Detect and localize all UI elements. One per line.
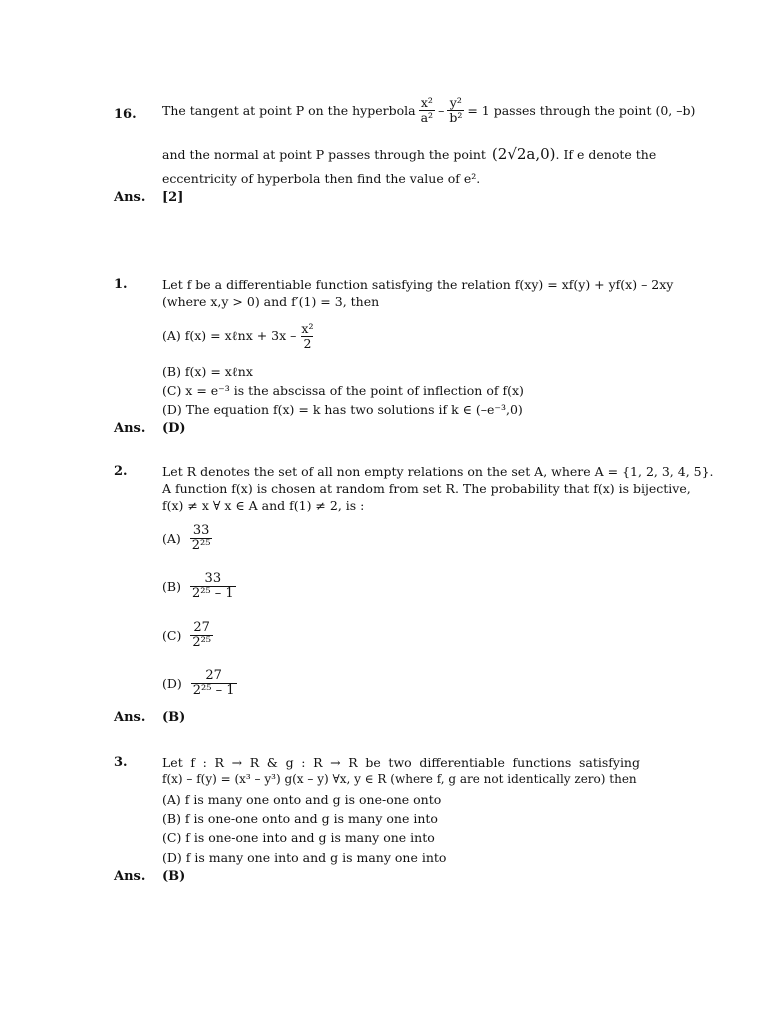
numerator: 33 [192, 523, 210, 538]
question-text-part: = 1 passes through the point (0, –b) [467, 102, 696, 118]
option-c: (C) f is one-one into and g is many one into [162, 830, 435, 845]
denominator: a² [420, 109, 434, 125]
question-text: Let f be a differentiable function satisfying the relation f(xy) = xf(y) + yf(x) – 2xy [162, 277, 674, 292]
option-d [162, 669, 240, 699]
option-d: (D) The equation f(x) = k has two solutions if k ∈ (–e⁻³,0) [162, 402, 523, 417]
question-text: Let f : R → R & g : R → R be two differentiable functions satisfying [162, 755, 640, 770]
answer-value: (D) [162, 421, 186, 436]
question-text [162, 145, 656, 163]
question-text: (where x,y > 0) and f′(1) = 3, then [162, 294, 380, 309]
question-number: 3. [114, 755, 128, 770]
question-text-part: . If e denote the [555, 146, 657, 162]
answer-label: Ans. [114, 869, 146, 884]
denominator: 2²⁵ [191, 538, 211, 554]
option-text: (A) f(x) = xℓnx + 3x – [162, 328, 297, 344]
numerator: x² [301, 321, 314, 336]
denominator: b² [449, 109, 463, 125]
question-text-part: The tangent at point P on the hyperbola [162, 102, 416, 118]
denominator: 2²⁵ – 1 [191, 586, 234, 602]
option-label: (D) [162, 676, 182, 692]
answer-value: (B) [162, 710, 186, 725]
fraction [190, 524, 213, 554]
fraction [299, 322, 315, 351]
answer-label: Ans. [114, 190, 146, 205]
fraction [447, 96, 464, 125]
option-a [162, 322, 318, 351]
question-text: A function f(x) is chosen at random from set R. The probability that f(x) is bijective, [162, 481, 691, 496]
answer-label: Ans. [114, 710, 146, 725]
question-number: 2. [114, 464, 128, 479]
option-c: (C) x = e⁻³ is the abscissa of the point of inflection of f(x) [162, 383, 524, 398]
numerator: 27 [193, 620, 210, 635]
fraction [190, 621, 213, 651]
question-text [162, 96, 695, 125]
numerator: x² [420, 95, 433, 110]
option-b: (B) f(x) = xℓnx [162, 364, 253, 379]
fraction [191, 669, 237, 699]
numerator: 33 [204, 571, 222, 586]
option-label: (A) [162, 531, 181, 547]
question-text: Let R denotes the set of all non empty relations on the set A, where A = {1, 2, 3, 4, 5}. [162, 464, 714, 479]
fraction [190, 572, 236, 602]
answer-value: [2] [162, 190, 184, 205]
option-label: (C) [162, 628, 182, 644]
answer-label: Ans. [114, 421, 146, 436]
answer-value: (B) [162, 869, 186, 884]
denominator: 2²⁵ – 1 [192, 683, 235, 699]
numerator: 27 [205, 668, 222, 683]
option-d: (D) f is many one into and g is many one into [162, 850, 447, 865]
denominator: 2²⁵ [192, 635, 212, 651]
option-b [162, 572, 239, 602]
question-text: f(x) – f(y) = (x³ – y³) g(x – y) ∀x, y ∈ R (where f, g are not identically zero) then [162, 772, 637, 786]
option-label: (B) [162, 579, 181, 595]
option-b: (B) f is one-one onto and g is many one into [162, 811, 438, 826]
question-number: 1. [114, 277, 128, 292]
question-text: f(x) ≠ x ∀ x ∈ A and f(1) ≠ 2, is : [162, 498, 365, 513]
denominator: 2 [303, 335, 312, 351]
numerator: y² [449, 95, 462, 110]
option-a: (A) f is many one onto and g is one-one onto [162, 792, 442, 807]
point-expression: (2√2a,0) [491, 145, 556, 163]
question-text: eccentricity of hyperbola then find the value of e². [162, 171, 481, 186]
question-number: 16. [114, 107, 137, 122]
operator: – [438, 102, 445, 118]
fraction [419, 96, 435, 125]
option-c [162, 621, 216, 651]
question-text-part: and the normal at point P passes through the point [162, 146, 486, 162]
option-a [162, 524, 215, 554]
